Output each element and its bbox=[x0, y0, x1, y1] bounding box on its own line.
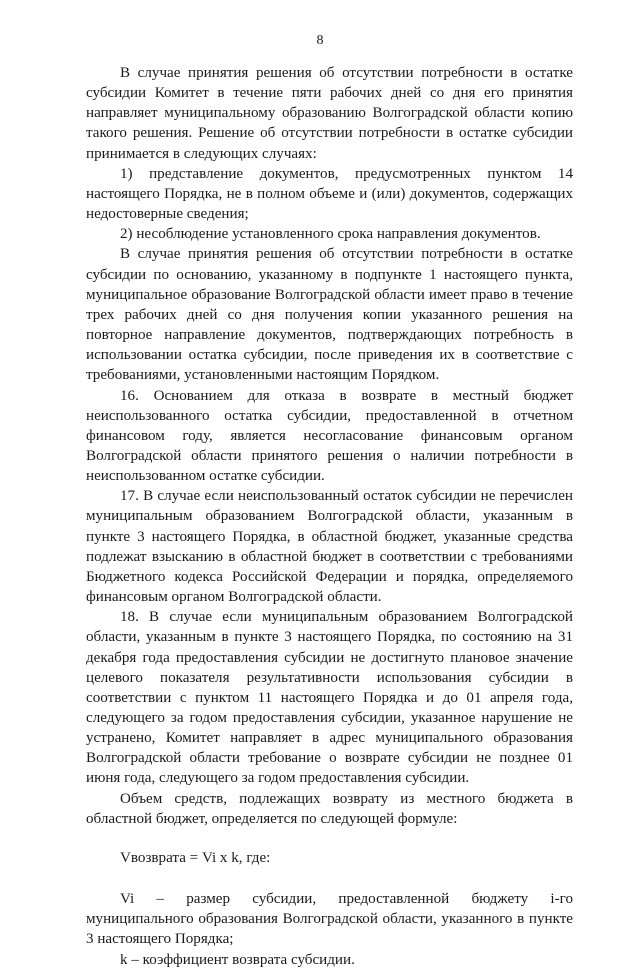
paragraph-case-2: 2) несоблюдение установленного срока направления документов. bbox=[120, 226, 541, 243]
page-number: 8 bbox=[316, 33, 324, 48]
paragraph-remainder-decision: В случае принятия решения об отсутствии потребности в остатке субсидии Комитет в течение пяти рабочих дней со дня его принятия направляет муниципальному образованию Волгоградской области копию такого решения. Решение об отсутствии потребности в остатке субсидии принимается в следующих случаях: bbox=[86, 65, 573, 162]
paragraph-resubmission: В случае принятия решения об отсутствии потребности в остатке субсидии по основанию, указанному в подпункте 1 настоящего пункта, муниципальное образование Волгоградской области имеет право в течение трех рабочих дней со дня получения копии указанного решения на повторное направление документов, подтверждающих потребность в использовании остатка субсидии, после приведения их в соответствие с требованиями, установленными настоящим Порядком. bbox=[86, 246, 573, 384]
document-body bbox=[86, 63, 573, 970]
paragraph-clause-16: 16. Основанием для отказа в возврате в местный бюджет неиспользованного остатка субсидии, предоставленной в отчетном финансовом году, является несогласование финансовым органом Волгоградской области принятого решения о наличии потребности в неиспользованном остатке субсидии. bbox=[86, 387, 573, 485]
paragraph-clause-17: 17. В случае если неиспользованный остаток субсидии не перечислен муниципальным образованием Волгоградской области, указанным в пункте 3 настоящего Порядка, в областной бюджет, указанные средства подлежат взысканию в областной бюджет в соответствии с требованиями Бюджетного кодекса Российской Федерации и порядка, определяемого финансовым органом Волгоградской области. bbox=[86, 488, 573, 606]
paragraph-case-1: 1) представление документов, предусмотренных пунктом 14 настоящего Порядка, не в полном объеме и (или) документов, содержащих недостоверные сведения; bbox=[86, 165, 573, 223]
definition-k: k – коэффициент возврата субсидии. bbox=[120, 951, 355, 968]
definition-vi: Vi – размер субсидии, предоставленной бюджету i-го муниципального образования Волгоградской области, указанного в пункте 3 настоящего Порядка; bbox=[86, 891, 573, 948]
return-formula: Vвозврата = Vi x k, где: bbox=[120, 849, 271, 866]
paragraph-formula-intro: Объем средств, подлежащих возврату из местного бюджета в областной бюджет, определяется по следующей формуле: bbox=[86, 790, 573, 827]
paragraph-clause-18: 18. В случае если муниципальным образованием Волгоградской области, указанным в пункте 3 настоящего Порядка, по состоянию на 31 декабря года предоставления субсидии не достигнуто плановое значение целевого показателя результативности использования субсидии в соответствии с пунктом 11 настоящего Порядка и до 01 апреля года, следующего за годом предоставления субсидии, указанное нарушение не устранено, Комитет направляет в адрес муниципального образования Волгоградской области требование о возврате субсидии не позднее 01 июня года, следующего за годом предоставления субсидии. bbox=[86, 609, 573, 787]
